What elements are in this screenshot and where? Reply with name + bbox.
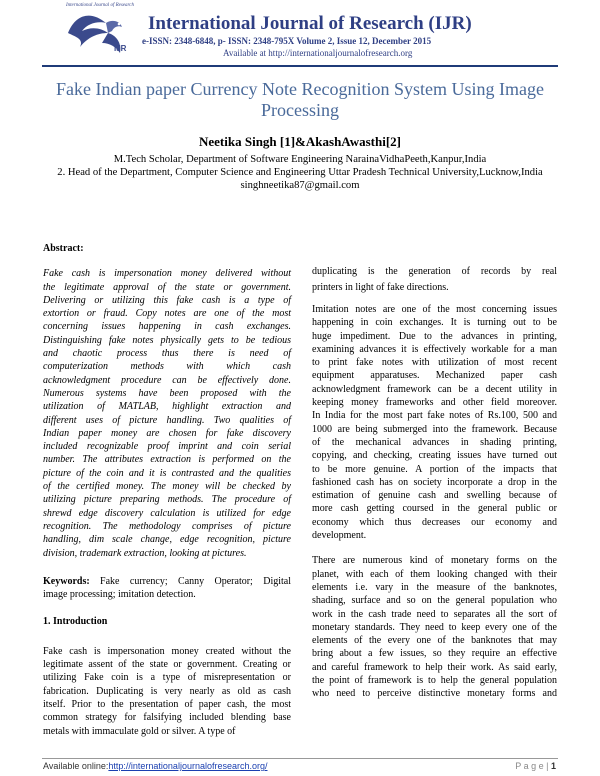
paragraph-line: printers in light of fake directions. [312,282,449,293]
abstract-line: recognition. The methodology comprises of picture [43,520,291,532]
eagle-logo-icon [62,3,140,59]
keywords-text: Fake currency; Canny Operator; Digital [89,575,291,587]
paragraph-line: 1000 are being submerged into the framework. Because [312,423,557,435]
intro-line: fabrication. Duplicating is very nearly as old as cash [43,685,291,697]
paragraph-line: estimation of genuine cash and swelling because of [312,490,557,502]
issn-line: e-ISSN: 2348-6848, p- ISSN: 2348-795X Volume 2, Issue 12, December 2015 [142,36,432,46]
abstract-line: division, trademark extraction, looking at pictures. [43,547,247,559]
journal-title: International Journal of Research (IJR) [148,13,472,34]
paragraph-line: In India for the most part fake notes of Rs.100, 500 and [312,410,557,422]
abstract-line: Delivering or utilizing this fake cash is a type of [43,294,291,306]
abstract-line: Distinguishing fake notes physically gets to be tedious [43,334,291,346]
abstract-line: included recognizable proof imprint and coin serial [43,441,291,453]
paragraph-line: economy which thus decreases our economy and [312,516,557,528]
paragraph-line: shading, surface and so on the general population who [312,595,557,607]
abstract-line: handling, dim scale change, edge recognition, picture [43,534,291,546]
author-email: singhneetika87@gmail.com [240,180,360,191]
keywords-block [43,575,291,602]
right-paragraph-2 [312,554,557,700]
paragraph-line: monetary standards. They need to keep every one of the [312,621,557,633]
intro-line: itself. Prior to the presentation of paper cash, the most [43,698,291,710]
paragraph-line: equipment apparatuses. Mechanized paper cash [312,370,557,382]
logo-mark: IJR [114,44,127,53]
intro-line: legitimate assent of the state or government. Creating or [43,659,291,671]
page-number: 1 [550,761,556,771]
abstract-line: different uses of picture handling. Two qualities of [43,414,291,426]
abstract-heading: Abstract: [43,243,84,254]
paragraph-line: copying, and checking, creating issues have turned out [312,450,557,462]
abstract-line: concerning issues happening in cash exchanges. [43,321,291,333]
page-label: P a g e | [515,761,549,771]
introduction-heading: 1. Introduction [43,616,108,628]
affiliation-2: 2. Head of the Department, Computer Science and Engineering Uttar Pradesh Technical University,Lucknow,India [57,167,543,178]
paragraph-line: development. [312,530,367,542]
paragraph-line: to print fake notes with utilization of most recent [312,357,557,369]
paragraph-line: and careful framework to help their work. As said early, [312,661,557,673]
paragraph-line: acknowledgment framework can be a decent utility in [312,383,557,395]
right-paragraph-1 [312,303,557,542]
abstract-line: shrewd edge discovery calculation is utilized for edge [43,507,291,519]
header-divider [42,65,558,67]
abstract-line: utilizing picture preparing methods. The procedure of [43,494,291,506]
paper-authors: Neetika Singh [1]&AkashAwasthi[2] [199,134,401,149]
abstract-line: number. The attributes extraction is performed on the [43,454,291,466]
affiliation-1: M.Tech Scholar, Department of Software Engineering NarainaVidhaPeeth,Kanpur,India [113,154,487,165]
footer-available-label: Available online: [43,761,109,771]
available-line: Available at http://internationaljournalofresearch.org [223,48,413,58]
abstract-line: of the certified money. The money will be checked by [43,481,291,493]
intro-line: metals with immaculate gold or silver. A type of [43,725,236,737]
intro-line: utilizing Fake coin is a type of misrepresentation or [43,672,291,684]
journal-logo [62,3,140,59]
paragraph-line: huge impediment. Due to the advances in printing, [312,330,557,342]
abstract-line: and chaotic process thus there is need of [43,348,291,360]
paragraph-line: the point of framework is to help the general population [312,675,557,687]
paragraph-line: elements of the every one of the banknotes that may [312,635,557,647]
abstract-line: acknowledgment procedure can be effectively done. [43,374,291,386]
paragraph-line: who need to perceive distinctive monetary forms and [312,688,557,700]
abstract-line: the legitimate approval of the state or government. [43,281,291,293]
paragraph-line: duplicating is the generation of records by real [312,266,557,277]
abstract-line: utilization of MATLAB, highlight extraction and [43,401,291,413]
introduction-body [43,645,291,738]
journal-url-link[interactable]: http://internationaljournalofresearch.org/ [108,761,268,771]
paragraph-line: more cash getting coursed in the general public or [312,503,557,515]
abstract-line: extortion or fraud. Copy notes are one of the most [43,308,291,320]
paragraph-line: elements i.e. vary in the measure of the banknotes, [312,581,557,593]
footer-divider [42,758,558,759]
paragraph-line: Imitation notes are one of the most concerning issues [312,304,557,315]
paragraph-line: keeping money frameworks and other field moreover. [312,397,557,409]
abstract-line: Numerous systems have been proposed with the [43,387,291,399]
abstract-line: Indian paper money are chosen for fake discovery [43,427,291,439]
right-column [312,264,557,701]
paragraph-line: bring about a few issues, so they require an effective [312,648,557,660]
abstract-line: computerization methods with which cash [43,361,291,373]
paragraph-line: work in the cash trade need to separates all the sort of [312,608,557,620]
paragraph-line: There are numerous kind of monetary forms on the [312,555,557,567]
paragraph-line: to be more genuine. A portion of the impacts that [312,463,557,475]
page-indicator [515,761,556,771]
paragraph-line: fashioned cash has on society incorporate a drop in the [312,476,557,488]
keywords-label: Keywords: [43,575,90,587]
paragraph-line: of the mechanical advances in shading printing, [312,436,557,448]
paragraph-line: planet, with each of them looking changed with their [312,568,557,580]
keywords-text: image processing; imitation detection. [43,589,196,601]
intro-line: Fake cash is impersonation money created without the [43,645,291,657]
paper-title: Fake Indian paper Currency Note Recognition System Using Image Processing [56,79,544,120]
intro-line: common strategy for falsifying included blending base [43,712,291,724]
left-column [43,242,291,738]
abstract-line: Fake cash is impersonation money delivered without [43,268,291,280]
footer-available [43,761,268,771]
paragraph-line: examining advances it is effectively workable for a man [312,343,557,355]
logo-top-text: International Journal of Research [66,3,134,8]
paragraph-line: happening in coin exchanges. It is turning out to be [312,317,557,329]
abstract-line: picture of the coin and it is contrasted and the qualities [43,467,291,479]
right-paragraph-0 [312,264,557,296]
abstract-body [43,267,291,560]
